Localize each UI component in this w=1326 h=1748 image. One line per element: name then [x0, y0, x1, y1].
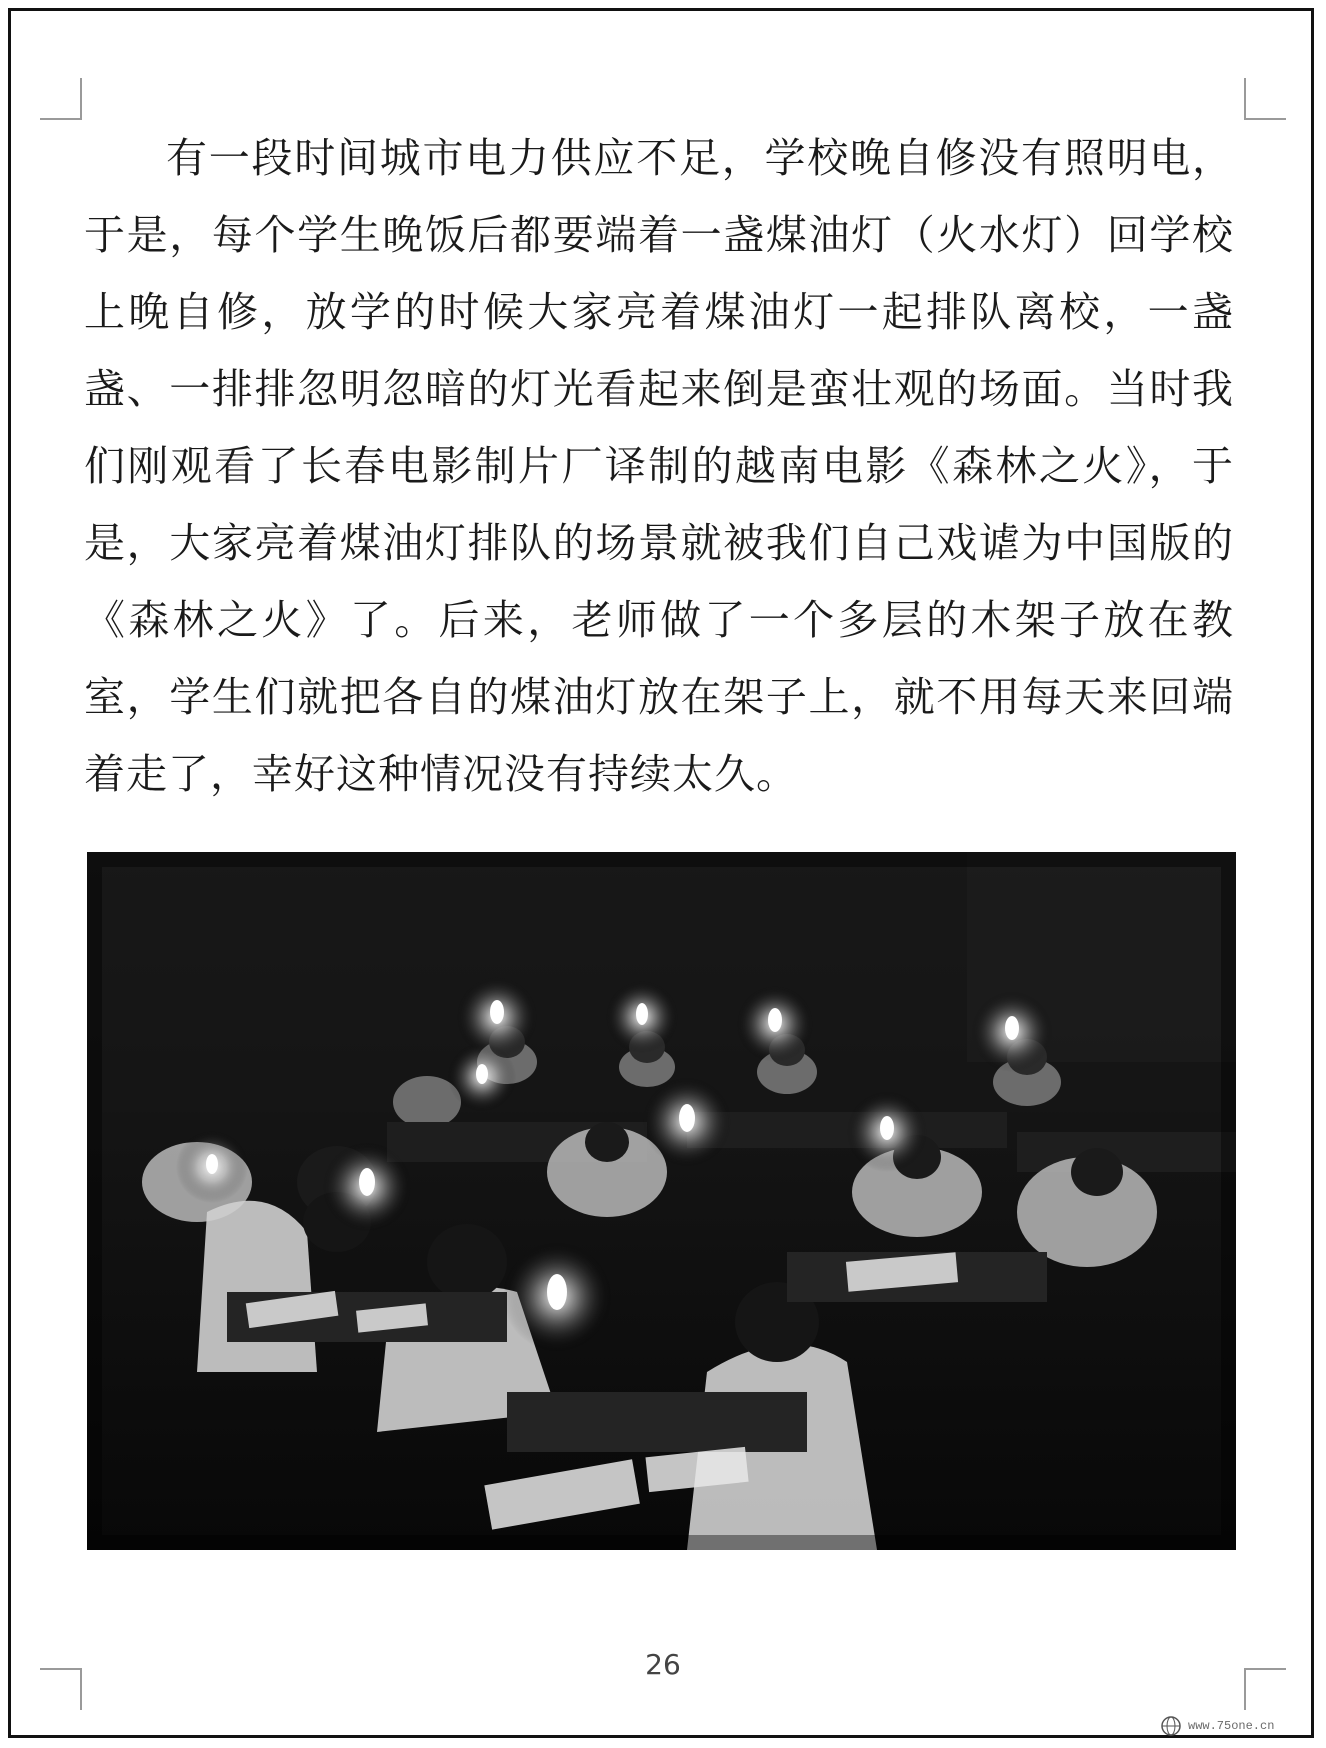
crop-mark-bottom-right — [1244, 1668, 1286, 1710]
page-number: 26 — [645, 1648, 681, 1681]
body-paragraph: 有一段时间城市电力供应不足，学校晚自修没有照明电，于是，每个学生晚饭后都要端着一盏煤油灯（火水灯）回学校上晚自修，放学的时候大家亮着煤油灯一起排队离校，一盏盏、一排排忽明忽暗的灯光看起来倒是蛮壮观的场面。当时我们刚观看了长春电影制片厂译制的越南电影《森林之火》，于是，大家亮着煤油灯排队的场景就被我们自己戏谑为中国版的《森林之火》了。后来，老师做了一个多层的木架子放在教室，学生们就把各自的煤油灯放在架子上，就不用每天来回端着走了，幸好这种情况没有持续太久。 — [84, 134, 1234, 798]
watermark-text: www.75one.cn — [1188, 1719, 1275, 1733]
crop-mark-bottom-left — [40, 1668, 82, 1710]
crop-mark-top-left — [40, 78, 82, 120]
watermark — [1160, 1712, 1274, 1740]
crop-mark-top-right — [1244, 78, 1286, 120]
classroom-photo — [87, 852, 1236, 1550]
globe-logo-icon — [1160, 1715, 1182, 1737]
classroom-photo-illustration — [87, 852, 1236, 1550]
